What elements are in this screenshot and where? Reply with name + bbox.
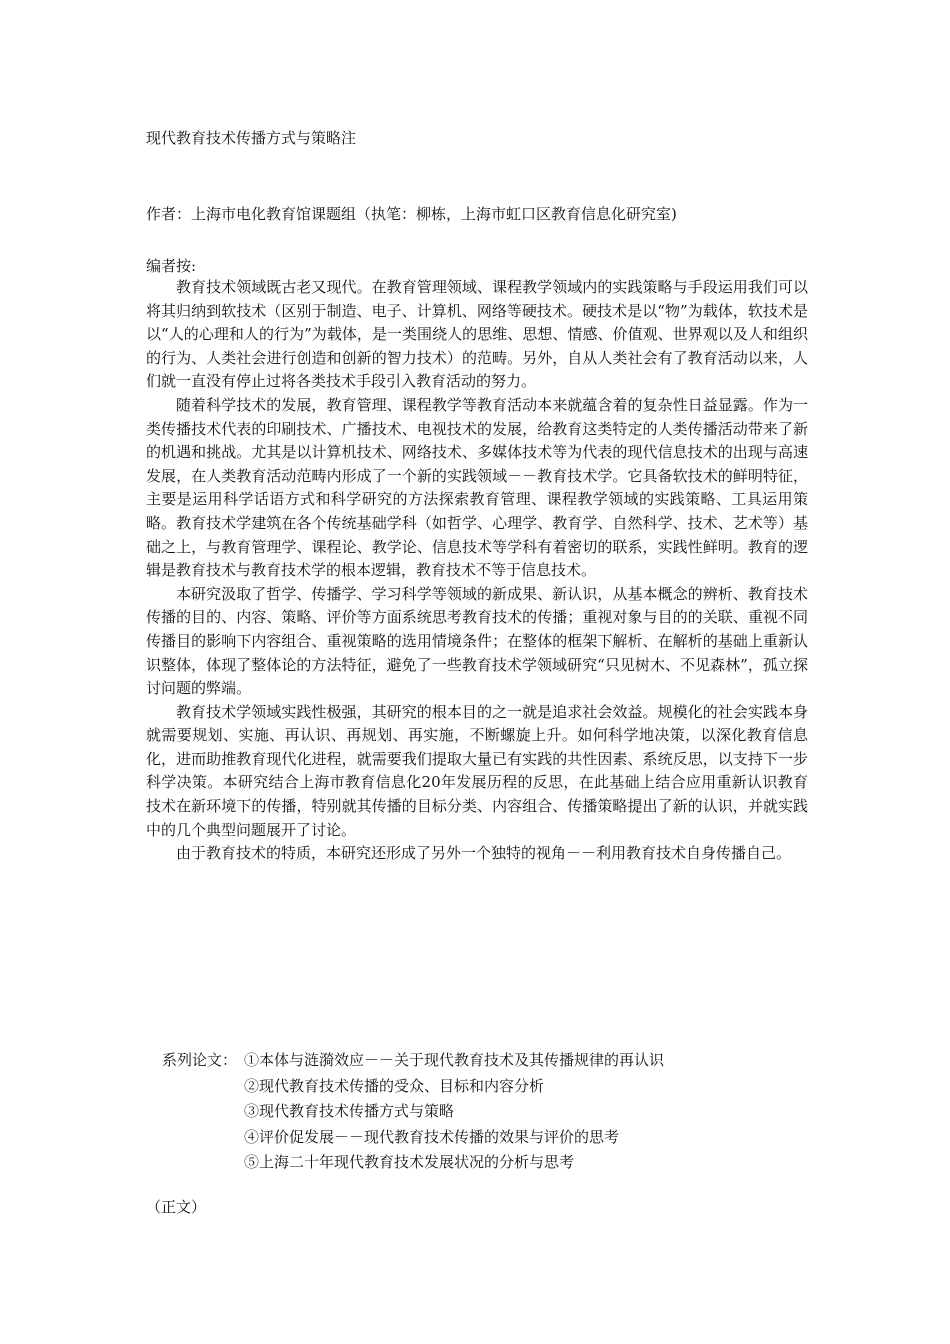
series-item: ②现代教育技术传播的受众、目标和内容分析 — [244, 1076, 545, 1095]
author-line: 作者：上海市电化教育馆课题组（执笔：柳栋，上海市虹口区教育信息化研究室) — [146, 205, 677, 223]
series-label: 系列论文： — [162, 1051, 238, 1069]
paragraph: 教育技术学领域实践性极强，其研究的根本目的之一就是追求社会效益。规模化的社会实践本身就需要规划、实施、再认识、再规划、再实施，不断螺旋上升。如何科学地决策，以深化教育信息化，进而助推教育现代化进程，就需要我们提取大量已有实践的共性因素、系统反思，以支持下一步科学决策。本研究结合上海市教育信息化20年发展历程的反思，在此基础上结合应用重新认识教育技术在新环境下的传播，特别就其传播的目标分类、内容组合、传播策略提出了新的认识，并就实践中的几个典型问题展开了讨论。 — [146, 702, 808, 839]
series-item: ④评价促发展－－现代教育技术传播的效果与评价的思考 — [244, 1127, 620, 1146]
series-list — [244, 1048, 664, 1176]
paragraph: 本研究汲取了哲学、传播学、学习科学等领域的新成果、新认识，从基本概念的辨析、教育技术传播的目的、内容、策略、评价等方面系统思考教育技术的传播；重视对象与目的的关联、重视不同传播目的影响下内容组合、重视策略的选用情境条件；在整体的框架下解析、在解析的基础上重新认识整体，体现了整体论的方法特征，避免了一些教育技术学领域研究“只见树木、不见森林”，孤立探讨问题的弊端。 — [146, 584, 808, 698]
paragraph: 随着科学技术的发展，教育管理、课程教学等教育活动本来就蕴含着的复杂性日益显露。作为一类传播技术代表的印刷技术、广播技术、电视技术的发展，给教育这类特定的人类传播活动带来了新的机遇和挑战。尤其是以计算机技术、网络技术、多媒体技术等为代表的现代信息技术的出现与高速发展，在人类教育活动范畴内形成了一个新的实践领域－－教育技术学。它具备软技术的鲜明特征，主要是运用科学话语方式和科学研究的方法探索教育管理、课程教学领域的实践策略、工具运用策略。教育技术学建筑在各个传统基础学科（如哲学、心理学、教育学、自然科学、技术、艺术等）基础之上，与教育管理学、课程论、教学论、信息技术等学科有着密切的联系，实践性鲜明。教育的逻辑是教育技术与教育技术学的根本逻辑，教育技术不等于信息技术。 — [146, 395, 808, 580]
series-item: ⑤上海二十年现代教育技术发展状况的分析与思考 — [244, 1153, 575, 1171]
main-text-label: （正文） — [146, 1198, 207, 1216]
series-item: ①本体与涟漪效应－－关于现代教育技术及其传播规律的再认识 — [244, 1051, 665, 1069]
series-item: ③现代教育技术传播方式与策略 — [244, 1102, 455, 1120]
document-title: 现代教育技术传播方式与策略注 — [146, 129, 357, 147]
editor-note-label: 编者按: — [146, 257, 197, 275]
editor-note-body — [146, 276, 808, 866]
paragraph: 由于教育技术的特质，本研究还形成了另外一个独特的视角－－利用教育技术自身传播自己。 — [176, 844, 792, 863]
paragraph: 教育技术领域既古老又现代。在教育管理领域、课程教学领域内的实践策略与手段运用我们可以将其归纳到软技术（区别于制造、电子、计算机、网络等硬技术。硬技术是以“物”为载体，软技术是以“人的心理和人的行为”为载体，是一类围绕人的思维、思想、情感、价值观、世界观以及人和组织的行为、人类社会进行创造和创新的智力技术）的范畴。另外，自从人类社会有了教育活动以来，人们就一直没有停止过将各类技术手段引入教育活动的努力。 — [146, 278, 808, 391]
